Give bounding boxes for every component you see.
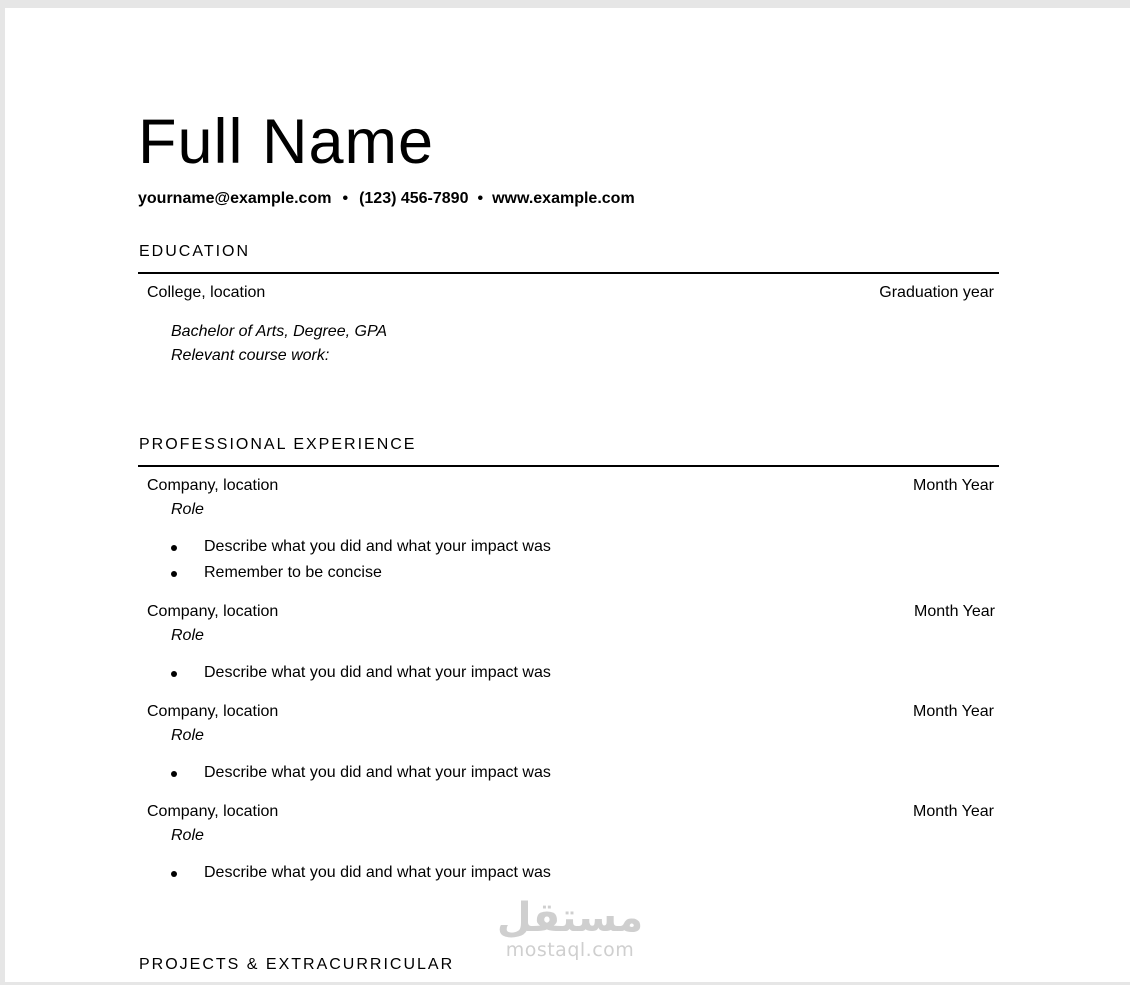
- full-name-heading: Full Name: [138, 107, 435, 177]
- bullet-text: Describe what you did and what your impact was: [204, 764, 551, 781]
- projects-heading: PROJECTS & EXTRACURRICULAR: [139, 956, 455, 973]
- role-text: Role: [171, 501, 204, 518]
- experience-divider: [138, 465, 999, 467]
- job-row: [147, 803, 994, 825]
- bullet-text: Describe what you did and what your impact was: [204, 538, 551, 555]
- website-text: www.example.com: [492, 190, 635, 207]
- phone-text: (123) 456-7890: [359, 190, 469, 207]
- graduation-year-text: Graduation year: [879, 284, 994, 301]
- company-text: Company, location: [147, 803, 279, 820]
- bullet-dot: [171, 871, 177, 877]
- job-row: [147, 603, 995, 625]
- job-row: [147, 703, 994, 725]
- job-date-text: Month Year: [913, 703, 994, 720]
- bullet-text: Remember to be concise: [204, 564, 382, 581]
- watermark-arabic-text: مستقل: [496, 895, 644, 941]
- bullet-dot: [171, 671, 177, 677]
- degree-text: Bachelor of Arts, Degree, GPA: [171, 323, 388, 340]
- company-text: Company, location: [147, 703, 279, 720]
- bullet-separator: •: [342, 190, 349, 207]
- job-date-text: Month Year: [913, 803, 994, 820]
- resume-page: [5, 8, 1130, 982]
- company-text: Company, location: [147, 477, 279, 494]
- experience-heading: PROFESSIONAL EXPERIENCE: [139, 436, 417, 453]
- role-text: Role: [171, 827, 204, 844]
- school-text: College, location: [147, 284, 266, 301]
- education-heading: EDUCATION: [139, 243, 251, 260]
- mostaql-watermark: [495, 896, 645, 960]
- job-date-text: Month Year: [914, 603, 995, 620]
- company-text: Company, location: [147, 603, 279, 620]
- email-text: yourname@example.com: [138, 190, 332, 207]
- bullet-dot: [171, 571, 177, 577]
- role-text: Role: [171, 627, 204, 644]
- bullet-dot: [171, 771, 177, 777]
- bullet-dot: [171, 545, 177, 551]
- job-row: [147, 477, 994, 499]
- contact-line: [138, 190, 635, 208]
- bullet-text: Describe what you did and what your impact was: [204, 864, 551, 881]
- watermark-latin-text: mostaql.com: [505, 939, 635, 961]
- education-row: [147, 284, 994, 306]
- coursework-text: Relevant course work:: [171, 347, 330, 364]
- role-text: Role: [171, 727, 204, 744]
- bullet-text: Describe what you did and what your impact was: [204, 664, 551, 681]
- job-date-text: Month Year: [913, 477, 994, 494]
- bullet-separator: •: [477, 190, 484, 207]
- education-divider: [138, 272, 999, 274]
